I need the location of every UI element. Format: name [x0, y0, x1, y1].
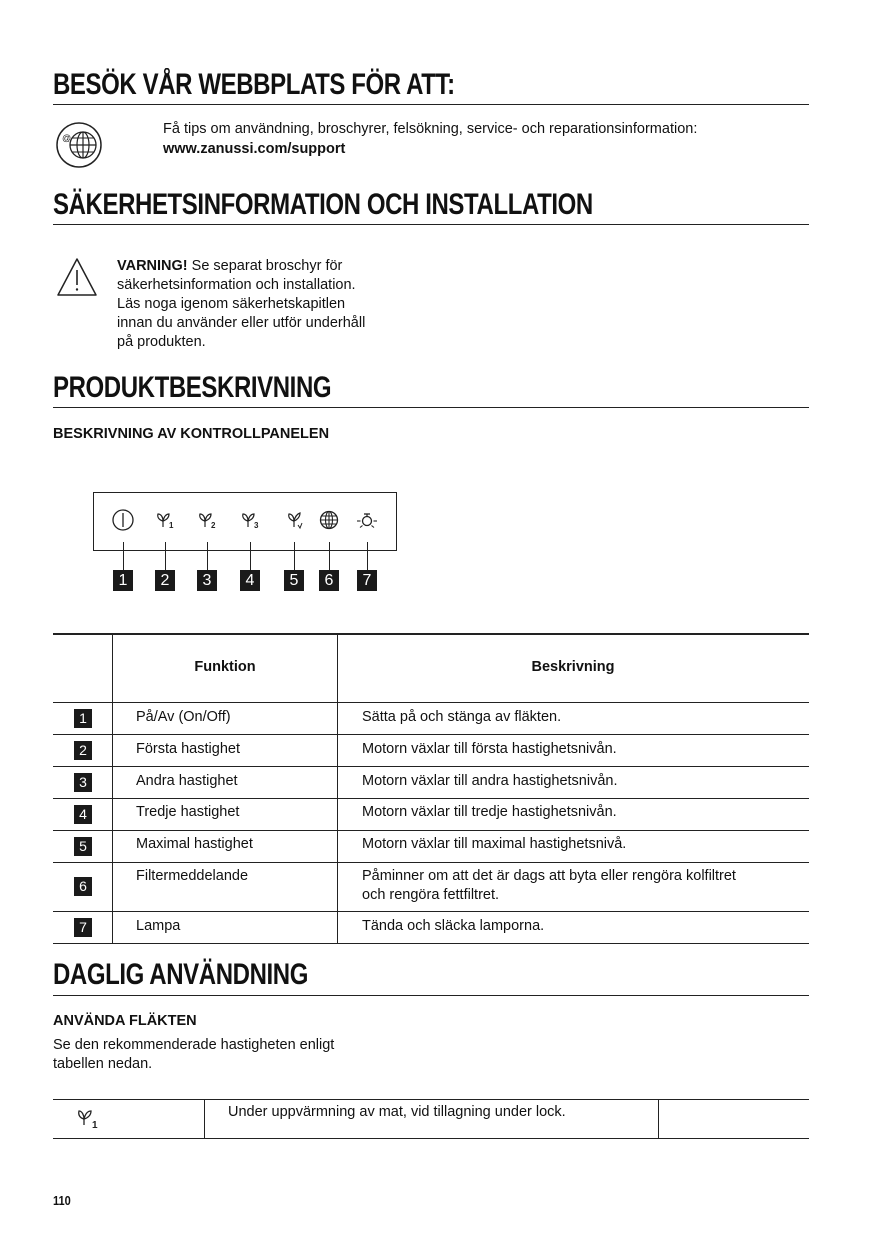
- row-number-badge: 3: [74, 773, 92, 792]
- leader-line: [294, 542, 295, 570]
- usage-table-top: [53, 1099, 809, 1100]
- row-number-badge: 2: [74, 741, 92, 760]
- row-description: Tända och släcka lamporna.: [362, 918, 545, 934]
- row-function: Filtermeddelande: [136, 868, 249, 884]
- column-divider: [204, 1099, 205, 1139]
- svg-text:2: 2: [211, 521, 216, 530]
- fan-speed-1-icon: [154, 508, 178, 532]
- row-number-badge: 1: [74, 709, 92, 728]
- daily-heading: DAGLIG ANVÄNDNING: [53, 958, 308, 991]
- row-function: På/Av (On/Off): [136, 709, 231, 725]
- callout-number: 6: [319, 570, 339, 591]
- row-function: Tredje hastighet: [136, 804, 240, 820]
- leader-line: [165, 542, 166, 570]
- control-panel-subheading: BESKRIVNING AV KONTROLLPANELEN: [53, 426, 330, 442]
- callout-number: 3: [197, 570, 217, 591]
- divider: [53, 407, 809, 408]
- column-divider: [337, 703, 338, 944]
- row-description: Motorn växlar till maximal hastighetsnivå.: [362, 836, 627, 852]
- power-icon: [111, 508, 135, 532]
- warning-text: VARNING! Se separat broschyr för säkerhetsinformation och installation. Läs noga igenom säkerhetskapitlen innan du använder eller utför underhåll på produkten.: [117, 258, 366, 350]
- row-function: Första hastighet: [136, 741, 240, 757]
- row-function: Lampa: [136, 918, 181, 934]
- website-text: Få tips om användning, broschyrer, felsökning, service- och reparationsinformation:: [163, 121, 698, 137]
- divider: [53, 104, 809, 105]
- fan-use-subheading: ANVÄNDA FLÄKTEN: [53, 1013, 197, 1029]
- callout-number: 1: [113, 570, 133, 591]
- callout-number: 7: [357, 570, 377, 591]
- table-row: [53, 767, 809, 799]
- leader-line: [367, 542, 368, 570]
- row-number-badge: 4: [74, 805, 92, 824]
- page-number: 110: [53, 1193, 71, 1208]
- divider: [53, 224, 809, 225]
- row-function: Andra hastighet: [136, 773, 238, 789]
- fan-speed-1-icon: [74, 1105, 102, 1131]
- table-row: [53, 799, 809, 831]
- row-description: Motorn växlar till andra hastighetsnivån.: [362, 773, 618, 789]
- callout-number: 4: [240, 570, 260, 591]
- column-divider: [112, 635, 113, 944]
- globe-support-icon: [55, 121, 103, 169]
- product-heading: PRODUKTBESKRIVNING: [53, 371, 332, 404]
- fan-use-text: Se den rekommenderade hastigheten enligt tabellen nedan.: [53, 1037, 335, 1072]
- row-function: Maximal hastighet: [136, 836, 253, 852]
- lamp-icon: [355, 508, 379, 532]
- callout-number: 5: [284, 570, 304, 591]
- fan-max-speed-icon: [283, 508, 307, 532]
- website-url[interactable]: www.zanussi.com/support: [163, 141, 346, 157]
- table-row: [53, 831, 809, 863]
- warning-label: VARNING!: [117, 258, 188, 274]
- row-description: Motorn växlar till första hastighetsnivån.: [362, 741, 617, 757]
- column-divider: [337, 635, 338, 703]
- row-number-badge: 6: [74, 877, 92, 896]
- safety-heading: SÄKERHETSINFORMATION OCH INSTALLATION: [53, 188, 593, 221]
- column-divider: [658, 1099, 659, 1139]
- row-description: Sätta på och stänga av fläkten.: [362, 709, 562, 725]
- row-number-badge: 5: [74, 837, 92, 856]
- leader-line: [329, 542, 330, 570]
- filter-grid-icon: [317, 508, 341, 532]
- table-row: [53, 912, 809, 944]
- fan-speed-2-icon: [196, 508, 220, 532]
- leader-line: [250, 542, 251, 570]
- fan-speed-3-icon: [239, 508, 263, 532]
- callout-number: 2: [155, 570, 175, 591]
- row-description: Motorn växlar till tredje hastighetsnivån.: [362, 804, 617, 820]
- warning-triangle-icon: [55, 256, 99, 298]
- row-number-badge: 7: [74, 918, 92, 937]
- usage-table-bottom: [53, 1138, 809, 1139]
- divider: [53, 995, 809, 996]
- row-description: Påminner om att det är dags att byta eller rengöra kolfiltret och rengöra fettfiltret.: [362, 868, 736, 903]
- usage-row-text: Under uppvärmning av mat, vid tillagning under lock.: [228, 1104, 566, 1120]
- table-row: [53, 703, 809, 735]
- svg-text:@: @: [62, 133, 72, 143]
- website-heading: BESÖK VÅR WEBBPLATS FÖR ATT:: [53, 68, 455, 101]
- header-funktion: Funktion: [194, 659, 256, 675]
- svg-text:1: 1: [169, 521, 174, 530]
- svg-text:3: 3: [254, 521, 259, 530]
- leader-line: [207, 542, 208, 570]
- table-row: [53, 735, 809, 767]
- table-row: [53, 863, 809, 912]
- leader-line: [123, 542, 124, 570]
- table-header-row: [53, 635, 809, 703]
- header-beskrivning: Beskrivning: [531, 659, 615, 675]
- svg-text:1: 1: [92, 1120, 98, 1131]
